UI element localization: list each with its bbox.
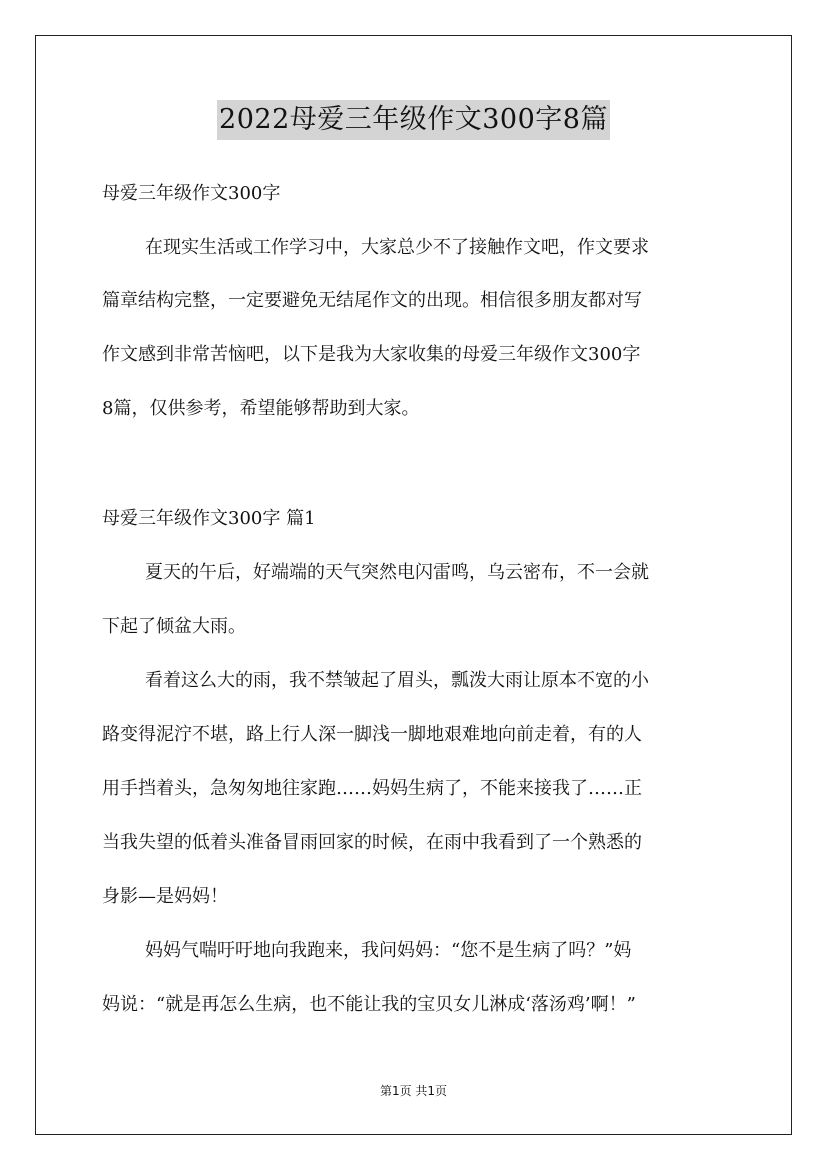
paragraph-line: 身影—是妈妈！ xyxy=(102,886,228,907)
intro-line: 在现实生活或工作学习中，大家总少不了接触作文吧，作文要求 xyxy=(145,237,649,258)
paragraph-line: 下起了倾盆大雨。 xyxy=(102,616,246,637)
paragraph-line: 路变得泥泞不堪，路上行人深一脚浅一脚地艰难地向前走着，有的人 xyxy=(102,724,642,745)
intro-line: 篇章结构完整，一定要避免无结尾作文的出现。相信很多朋友都对写 xyxy=(102,290,642,311)
intro-heading: 母爱三年级作文300字 xyxy=(102,183,281,204)
title-container xyxy=(0,100,827,140)
paragraph-line: 当我失望的低着头准备冒雨回家的时候，在雨中我看到了一个熟悉的 xyxy=(102,832,642,853)
section-heading: 母爱三年级作文300字 篇1 xyxy=(102,508,316,529)
paragraph-line: 妈说：“就是再怎么生病，也不能让我的宝贝女儿淋成‘落汤鸡’啊！” xyxy=(102,994,636,1015)
paragraph-line: 妈妈气喘吁吁地向我跑来，我问妈妈：“您不是生病了吗？”妈 xyxy=(145,940,632,961)
intro-line: 8篇，仅供参考，希望能够帮助到大家。 xyxy=(102,398,420,419)
intro-line: 作文感到非常苦恼吧，以下是我为大家收集的母爱三年级作文300字 xyxy=(102,344,641,365)
document-title: 2022母爱三年级作文300字8篇 xyxy=(217,100,610,140)
paragraph-line: 用手挡着头，急匆匆地往家跑……妈妈生病了，不能来接我了……正 xyxy=(102,778,642,799)
paragraph-line: 夏天的午后，好端端的天气突然电闪雷鸣，乌云密布，不一会就 xyxy=(145,562,649,583)
paragraph-line: 看着这么大的雨，我不禁皱起了眉头，瓢泼大雨让原本不宽的小 xyxy=(145,670,649,691)
page-footer: 第1页 共1页 xyxy=(379,1084,448,1098)
